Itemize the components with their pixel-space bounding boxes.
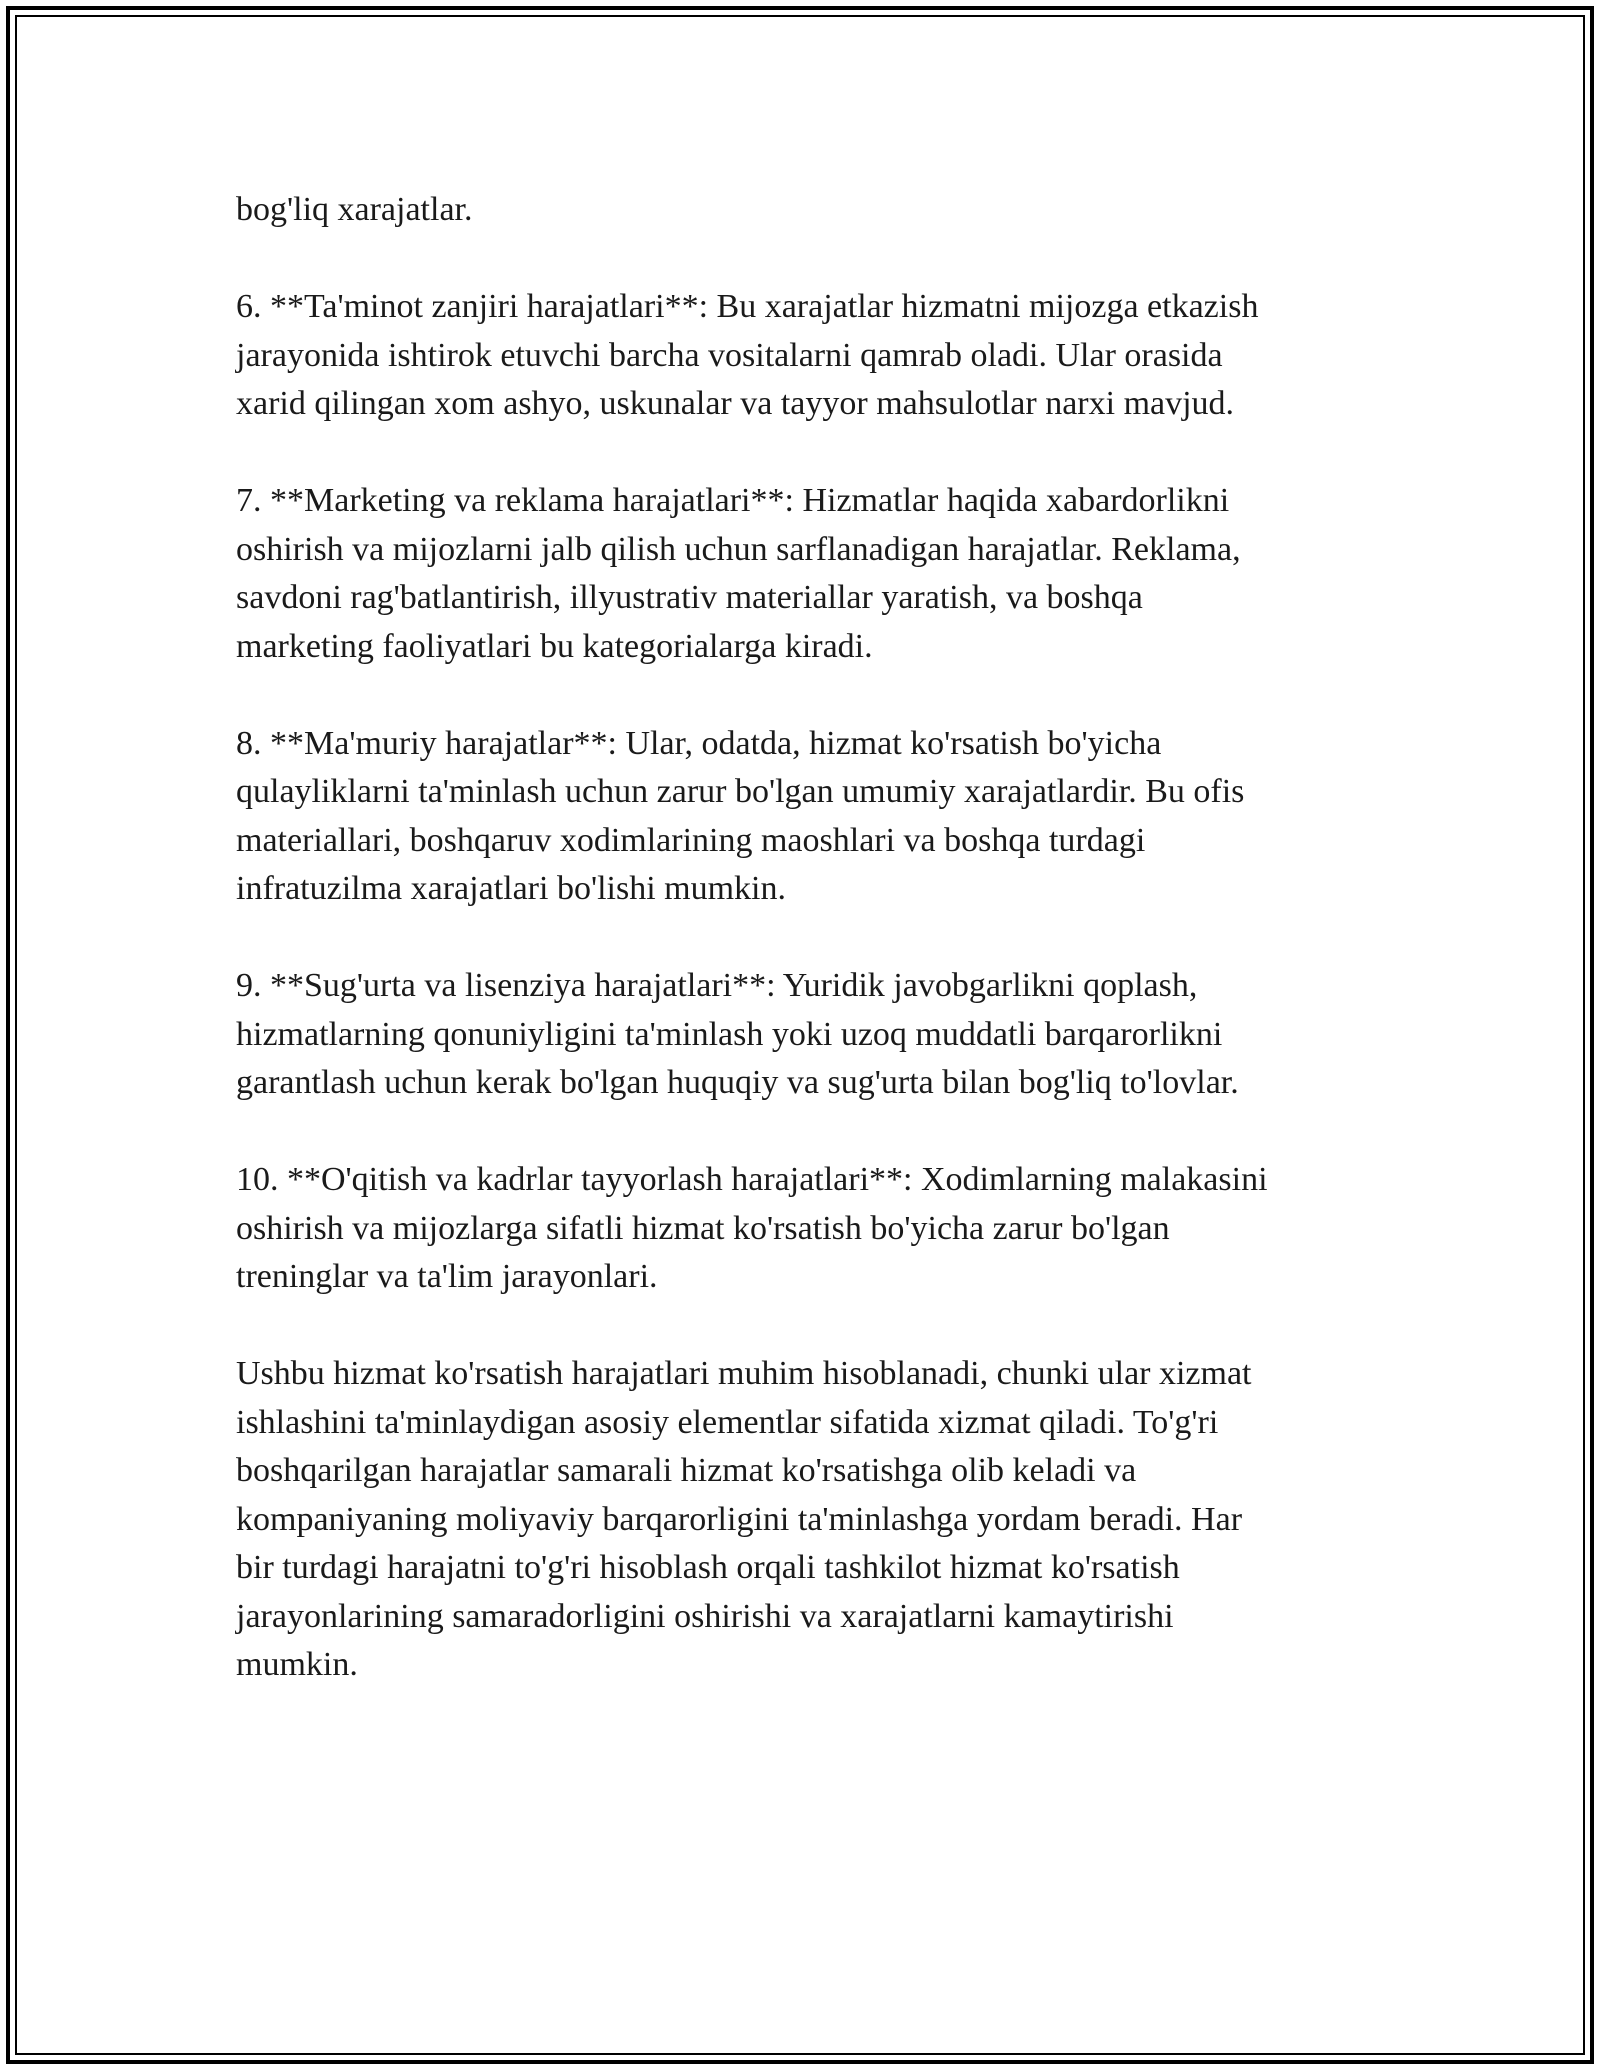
paragraph-item-7: 7. **Marketing va reklama harajatlari**: Hizmatlar haqida xabardorlikni oshirish va mijozlarni jalb qilish uchun sarflanadigan harajatlar. Reklama, savdoni rag'batlantirish, illyustrativ materiallar yaratish, va boshqa marketing faoliyatlari bu kategorialarga kiradi. bbox=[236, 482, 1241, 665]
paragraph-continuation: bog'liq xarajatlar. bbox=[236, 191, 473, 228]
document-body bbox=[236, 186, 1366, 1690]
paragraph-item-9: 9. **Sug'urta va lisenziya harajatlari**: Yuridik javobgarlikni qoplash, hizmatlarning qonuniyligini ta'minlash yoki uzoq muddatli barqarorlikni garantlash uchun kerak bo'lgan huquqiy va sug'urta bilan bog'liq to'lovlar. bbox=[236, 967, 1239, 1101]
paragraph-item-10: 10. **O'qitish va kadrlar tayyorlash harajatlari**: Xodimlarning malakasini oshirish va mijozlarga sifatli hizmat ko'rsatish bo'yicha zarur bo'lgan treninglar va ta'lim jarayonlari. bbox=[236, 1161, 1268, 1295]
paragraph-conclusion: Ushbu hizmat ko'rsatish harajatlari muhim hisoblanadi, chunki ular xizmat ishlashini ta'minlaydigan asosiy elementlar sifatida xizmat qiladi. To'g'ri boshqarilgan harajatlar samarali hizmat ko'rsatishga olib keladi va kompaniyaning moliyaviy barqarorligini ta'minlashga yordam beradi. Har bir turdagi harajatni to'g'ri hisoblash orqali tashkilot hizmat ko'rsatish jarayonlarining samaradorligini oshirishi va xarajatlarni kamaytirishi mumkin. bbox=[236, 1355, 1252, 1683]
paragraph-item-8: 8. **Ma'muriy harajatlar**: Ular, odatda, hizmat ko'rsatish bo'yicha qulayliklarni ta'minlash uchun zarur bo'lgan umumiy xarajatlardir. Bu ofis materiallari, boshqaruv xodimlarining maoshlari va boshqa turdagi infratuzilma xarajatlari bo'lishi mumkin. bbox=[236, 724, 1245, 907]
paragraph-item-6: 6. **Ta'minot zanjiri harajatlari**: Bu xarajatlar hizmatni mijozga etkazish jarayonida ishtirok etuvchi barcha vositalarni qamrab oladi. Ular orasida xarid qilingan xom ashyo, uskunalar va tayyor mahsulotlar narxi mavjud. bbox=[236, 288, 1259, 422]
